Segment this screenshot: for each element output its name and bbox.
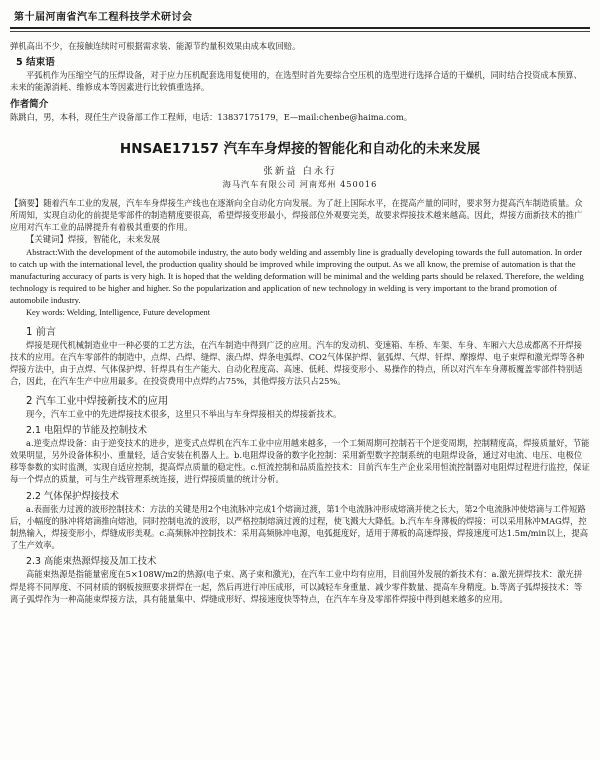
keywords-en: Key words: Welding, Intelligence, Future development bbox=[26, 307, 211, 317]
article-affiliation: 海马汽车有限公司 河南郑州 450016 bbox=[222, 178, 378, 189]
section-2-1-title: 2.1 电阻焊的节能及控制技术 bbox=[26, 424, 148, 436]
section-2-2-body: a.表面张力过渡的波形控制技术：方法的关键是用2个电流脉冲完成1个熔滴过渡，第1个电流脉冲形成熔滴并使之长大，第2个电流脉冲使熔滴与工件短路后，小幅度的脉冲将熔滴推向熔池，同时控制电流的波形，以严格控制熔滴过渡的过程，使飞溅大大降低。b.汽车车身薄板的焊接：可以采用脉冲MAG焊，控制热输入，焊接变形小，焊缝成形美观。c.高频脉冲控制技术：采用高频脉冲电源，电弧挺度好，适用于薄板的高速焊接，焊接速度可达1.5m/min以上，提高了生产效率。 bbox=[10, 503, 589, 551]
section-2-3-body: 高能束热源是指能量密度在5×108W/m2的热源(电子束、离子束和激光)，在汽车工业中均有应用，目前国外发展的新技术有：a.激光拼焊技术：激光拼焊是将不同厚度、不同材质的钢板按照要求拼焊在一起，然后再进行冲压成形，可以减轻车身重量、减少零件数量、提高车身精度。b.等离子弧焊接技术：等离子弧焊作为一种高能束焊接方法，具有能量集中、焊缝成形好、焊接速度快等特点，在汽车车身及零部件焊接中得到越来越多的应用。 bbox=[10, 569, 583, 604]
abstract-en: Abstract:With the development of the automobile industry, the auto body welding and assembly line is gradually developing towards the full automation. In order to catch up with the international level, the production quality should be improved while improving the output. As we all know, the premise of automation is that the manufacturing accuracy of parts is very high. It is hoped that the welding deformation will be minimal and the welding parts should be relaxed. Therefore, the welding technology is required to be higher and higher. So the popularization and application of new technology in welding is very important to the brand promotion of automobile industry. bbox=[10, 246, 584, 306]
section-1-title: 1 前言 bbox=[26, 326, 57, 338]
article-authors: 张新益 白永行 bbox=[263, 165, 337, 177]
section-2-title: 2 汽车工业中焊接新技术的应用 bbox=[26, 395, 169, 407]
section-2-intro: 现今，汽车工业中的先进焊接技术很多，这里只不举出与车身焊接相关的焊接新技术。 bbox=[26, 408, 342, 419]
section-2-1-body: a.逆变点焊设备：由于逆变技术的进步，逆变式点焊机在汽车工业中应用越来越多，一个工频周期可控制若干个逆变周期，控制精度高，焊接质量好，节能效果明显，另外设备体积小、重量轻，适合安装在机器人上。b.电阻焊设备的数字化控制：采用新型数字控制系统的电阻焊设备，通过对电流、电压、电极位移等参数的实时监测，实现自适应控制，提高焊点质量的稳定性。c.恒流控制和品质监控技术：目前汽车生产企业采用恒流控制器对电阻焊过程进行监控，保证每一个焊点的质量，可与生产线管理系统连接，进行焊接质量的统计分析。 bbox=[10, 437, 590, 485]
running-header: 第十届河南省汽车工程科技学术研讨会 bbox=[10, 6, 590, 29]
section-2-3-title: 2.3 高能束热源焊接及加工技术 bbox=[26, 556, 157, 568]
section-2-2-title: 2.2 气体保护焊接技术 bbox=[26, 490, 119, 502]
section-1-body: 焊接是现代机械制造业中一种必要的工艺方法，在汽车制造中得到广泛的应用。汽车的发动机、变速箱、车桥、车架、车身、车厢六大总成都离不开焊接技术的应用。在汽车零部件的制造中，点焊、凸焊、缝焊、滚凸焊、焊条电弧焊、CO2气体保护焊、氩弧焊、气焊、钎焊、摩擦焊、电子束焊和激光焊等各种焊接方法中，由于点焊、气体保护焊、钎焊具有生产能大、自动化程度高、高速、低耗、焊接变形小、易操作的特点，所以对汽车车身薄板覆盖零部件特别适合，因此，在汽车生产中应用最多。在投资费用中点焊约占75%，其他焊接方法只占25%。 bbox=[10, 339, 585, 387]
keywords-cn: 【关键词】焊接，智能化，未来发展 bbox=[26, 234, 160, 245]
article-title: HNSAE17157 汽车车身焊接的智能化和自动化的未来发展 bbox=[119, 140, 481, 157]
author-intro-heading: 作者简介 bbox=[10, 98, 49, 110]
author-intro-body: 陈跳白，男，本科，现任生产设备部工作工程师，电话：13837175179，E—mail:chenbe@haima.com。 bbox=[10, 111, 413, 122]
prev-article-paragraph: 弹机高出不少，在接触连续时可根据需求装、能源节约量积效果由成本收回赔。 bbox=[10, 41, 301, 51]
header-rule bbox=[10, 31, 590, 32]
section-5-title: 5 结束语 bbox=[16, 57, 55, 69]
section-5-body: 平弧机作为压缩空气的压焊设备，对于应力压机配套选用复使用的，在选型时首先要综合空压机的选型进行选择合适的干燥机，同时结合投资成本预算、未来的能源消耗、维修成本等因素进行比较慎重选择。 bbox=[10, 70, 582, 93]
abstract-cn: 【摘要】随着汽车工业的发展，汽车车身焊接生产线也在逐渐向全自动化方向发展。为了赶上国际水平，在提高产量的同时，要求努力提高汽车制造质量。众所周知，实现自动化的前提是零部件的制造精度要很高，希望焊接变形最小，焊接部位外观要完美，故要求焊接技术越来越高。因此，焊接方面新技术的推广应用对汽车工业的品牌提升有着极其重要的作用。 bbox=[10, 197, 583, 233]
